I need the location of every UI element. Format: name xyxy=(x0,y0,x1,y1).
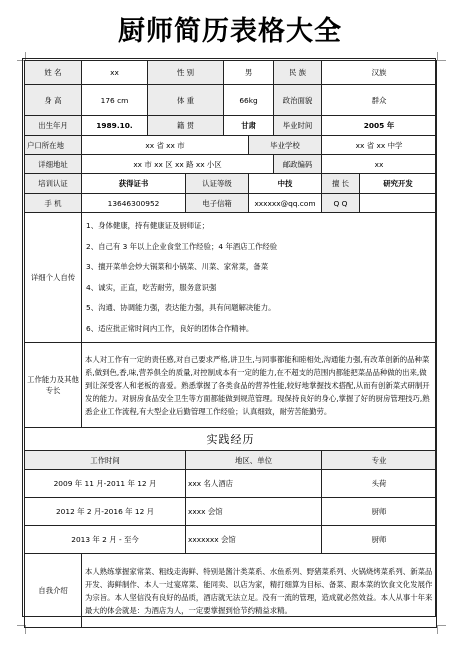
personal-item: 4、诚实，正直，吃苦耐劳，服务意识强 xyxy=(86,282,217,292)
weight-value: 66kg xyxy=(224,85,274,116)
specialty-label: 擅 长 xyxy=(322,174,360,194)
experience-org: xxxxxxx 会馆 xyxy=(186,526,322,554)
table-row xyxy=(25,498,437,526)
postcode-value: xx xyxy=(322,155,437,174)
height-label: 身 高 xyxy=(25,85,82,116)
experience-header-role: 专业 xyxy=(322,451,437,470)
personal-item: 3、擅开菜单会炒大锅菜和小锅菜、川菜、家常菜，备菜 xyxy=(86,262,269,271)
height-value: 176 cm xyxy=(82,85,148,116)
cert-value: 获得证书 xyxy=(82,174,186,194)
birth-value: 1989.10. xyxy=(82,116,148,136)
row-height xyxy=(25,85,437,116)
personal-item: 2、自己有 3 年以上企业食堂工作经验；4 年酒店工作经验 xyxy=(86,241,278,251)
personal-item: 1、身体健康，持有健康证及厨师证； xyxy=(86,221,209,230)
gender-label: 性 别 xyxy=(148,61,224,85)
level-value: 中技 xyxy=(249,174,322,194)
row-cert xyxy=(25,174,437,194)
row-address xyxy=(25,155,437,174)
resume-table xyxy=(24,60,437,628)
email-label: 电子信箱 xyxy=(186,194,249,213)
intro-text: 本人熟练掌握家常菜、粗线走海鲜、特别是酱汁类菜系、水鱼系列、野猪菜系列、火锅烧烤菜系列、新菜品开发、海鲜制作、本人一过宴席菜、能同卖、以店为家，精打细算为目标、备菜、跟本菜的饮食文化发展作为宗旨。本人坚信没有良好的品质，酒店就无法立足。没有一流的管理，造成就必然效益。本人从事十年来最大的体会就是：为酒店为人，一定要掌握到恰节约精益求精。 xyxy=(82,554,437,628)
experience-header-row xyxy=(25,451,437,470)
ethnicity-value: 汉族 xyxy=(322,61,437,85)
grad-value: 2005 年 xyxy=(322,116,437,136)
cert-label: 培训认证 xyxy=(25,174,82,194)
email-value: xxxxxx@qq.com xyxy=(249,194,322,213)
ability-text: 本人对工作有一定的责任感,对自己要求严格,讲卫生,与同事都能和睦相处,沟通能力强,有改革创新的品种菜系,做到色,香,味,营养俱全的质量,对控制成本有一定的能力,在不超支的范围内都能把菜品品种做的出来,做到让深受客人和老板的喜爱。熟悉掌握了各类食品的营养性能,较好地掌握技术搭配,从而有创新菜式研制开发的能力。对厨房食品安全卫生等方面都能做到规范管理。现保持良好的身心,掌握了好的厨房管理技巧,熟悉企业工作流程,有大型企业后勤管理工作经验；认真细致，耐劳苦能勤劳。 xyxy=(82,343,437,428)
experience-section-title: 实践经历 xyxy=(25,428,437,451)
school-value: xx 省 xx 中学 xyxy=(322,136,437,155)
row-phone xyxy=(25,194,437,213)
ethnicity-label: 民 族 xyxy=(274,61,322,85)
qq-value xyxy=(360,194,437,213)
crop-mark-top-right xyxy=(437,52,446,61)
name-label: 姓 名 xyxy=(25,61,82,85)
experience-role: 头荷 xyxy=(322,470,437,498)
phone-label: 手 机 xyxy=(25,194,82,213)
experience-header-org: 地区、单位 xyxy=(186,451,322,470)
experience-header-time: 工作时间 xyxy=(25,451,186,470)
phone-value: 13646300952 xyxy=(82,194,186,213)
qq-label: Q Q xyxy=(322,194,360,213)
experience-time: 2009 年 11 月-2011 年 12 月 xyxy=(25,470,186,498)
row-personal xyxy=(25,213,437,343)
grad-label: 毕业时间 xyxy=(274,116,322,136)
ability-label: 工作能力及其他专长 xyxy=(25,343,82,428)
name-value: xx xyxy=(82,61,148,85)
experience-role: 厨师 xyxy=(322,498,437,526)
address-label: 详细地址 xyxy=(25,155,82,174)
postcode-label: 邮政编码 xyxy=(274,155,322,174)
crop-mark-bottom-right xyxy=(437,625,446,634)
page-title: 厨师简历表格大全 xyxy=(118,16,342,47)
table-row xyxy=(25,526,437,554)
address-value: xx 市 xx 区 xx 路 xx 小区 xyxy=(82,155,274,174)
origin-label: 籍 贯 xyxy=(148,116,224,136)
level-label: 认证等级 xyxy=(186,174,249,194)
personal-label: 详细个人自传 xyxy=(25,213,82,343)
birth-label: 出生年月 xyxy=(25,116,82,136)
origin-value: 甘肃 xyxy=(224,116,274,136)
experience-org: xxx 名人酒店 xyxy=(186,470,322,498)
row-birth xyxy=(25,116,437,136)
experience-time: 2012 年 2 月-2016 年 12 月 xyxy=(25,498,186,526)
politics-label: 政治面貌 xyxy=(274,85,322,116)
weight-label: 体 重 xyxy=(148,85,224,116)
hukou-value: xx 省 xx 市 xyxy=(82,136,249,155)
row-hukou xyxy=(25,136,437,155)
personal-list xyxy=(82,213,437,343)
experience-role: 厨师 xyxy=(322,526,437,554)
hukou-label: 户口所在地 xyxy=(25,136,82,155)
personal-item: 6、适应批正常时间内工作，良好的团体合作精神。 xyxy=(86,323,254,333)
row-intro xyxy=(25,554,437,628)
experience-time: 2013 年 2 月 - 至今 xyxy=(25,526,186,554)
row-section-title xyxy=(25,428,437,451)
specialty-value: 研究开发 xyxy=(360,174,437,194)
personal-item: 5、沟通、协调能力强，表达能力强，具有问题解决能力。 xyxy=(86,303,276,312)
gender-value: 男 xyxy=(224,61,274,85)
intro-label: 自我介绍 xyxy=(25,554,82,628)
row-ability xyxy=(25,343,437,428)
school-label: 毕业学校 xyxy=(249,136,322,155)
table-row xyxy=(25,470,437,498)
experience-org: xxxx 会馆 xyxy=(186,498,322,526)
politics-value: 群众 xyxy=(322,85,437,116)
row-name xyxy=(25,61,437,85)
